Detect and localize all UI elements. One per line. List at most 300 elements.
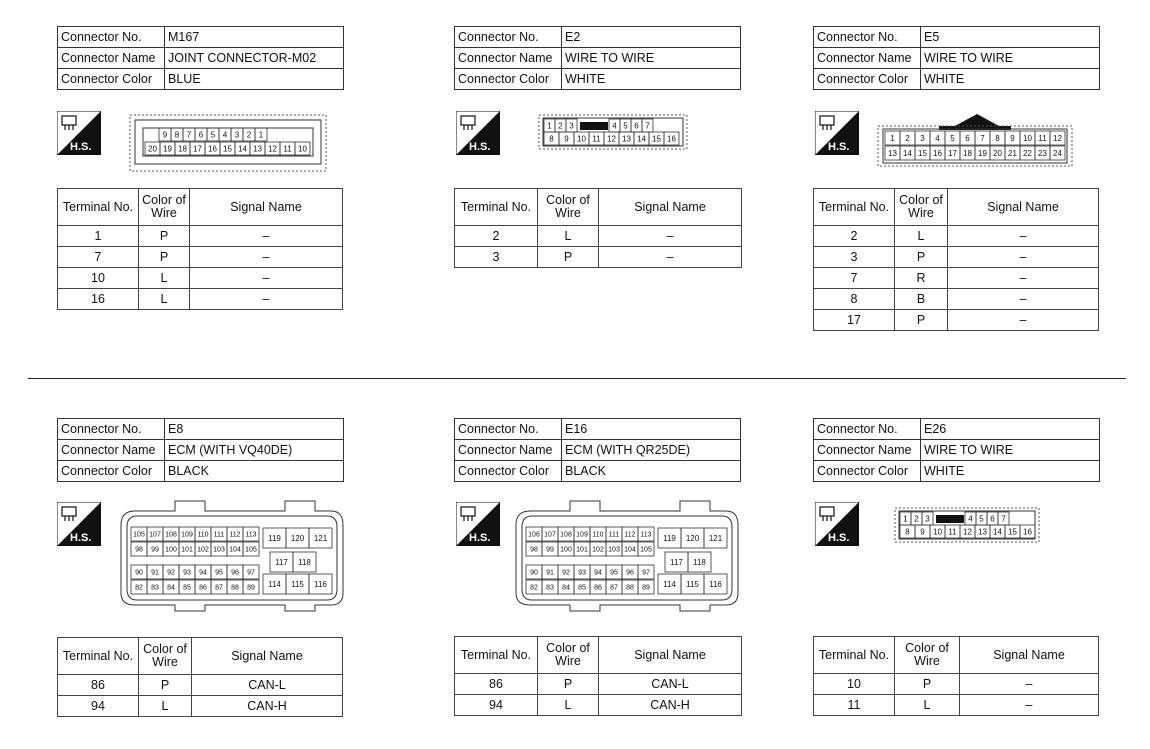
pin-label: 15 xyxy=(1008,527,1017,537)
pin-label: 121 xyxy=(708,533,723,543)
signal-name-cell: – xyxy=(948,226,1099,247)
pin-label: 92 xyxy=(167,569,175,577)
connector-no-label: Connector No. xyxy=(814,419,921,440)
pin-label: 23 xyxy=(1038,148,1047,158)
pin-label: 113 xyxy=(640,531,652,539)
pin-label: 83 xyxy=(151,584,159,592)
pin-label: 84 xyxy=(562,584,570,592)
pin-label: 104 xyxy=(229,546,241,554)
pin-label: 107 xyxy=(149,531,161,539)
connector-diagram-e5 xyxy=(877,110,1073,168)
table-row xyxy=(814,226,1099,247)
pin-label: 6 xyxy=(965,133,970,143)
connector-color-value: BLACK xyxy=(562,461,741,482)
pin-label: 91 xyxy=(151,569,159,577)
pin-label: 12 xyxy=(963,527,972,537)
terminal-table-m167 xyxy=(57,188,343,310)
table-row xyxy=(814,310,1099,331)
pin-label: 3 xyxy=(234,130,240,140)
pin-label: 13 xyxy=(253,144,262,154)
pin-label: 85 xyxy=(578,584,586,592)
pin-label: 9 xyxy=(162,130,168,140)
pin-label: 119 xyxy=(268,533,281,543)
connector-no-value: E26 xyxy=(921,419,1100,440)
pin-label: 10 xyxy=(298,144,307,154)
pin-label: 24 xyxy=(1053,148,1062,158)
pin-label: 99 xyxy=(546,546,554,554)
pin-label: 13 xyxy=(622,134,631,144)
terminal-table-e5 xyxy=(813,188,1099,331)
connector-name-label: Connector Name xyxy=(58,440,165,461)
wire-color-cell: L xyxy=(538,226,599,247)
terminal-no-cell: 94 xyxy=(58,696,139,717)
pin-label: 92 xyxy=(562,569,570,577)
connector-no-value: E5 xyxy=(921,27,1100,48)
signal-name-cell: – xyxy=(960,674,1099,695)
pin-label: 118 xyxy=(298,557,311,567)
signal-name-cell: – xyxy=(948,247,1099,268)
pin-label: 110 xyxy=(197,531,209,539)
pin-label: 94 xyxy=(594,569,602,577)
pin-label: 100 xyxy=(560,546,572,554)
section-divider xyxy=(28,378,1126,379)
pin-label: 2 xyxy=(905,133,910,143)
pin-label: 10 xyxy=(577,134,586,144)
table-row xyxy=(58,696,343,717)
pin-label: 18 xyxy=(963,148,972,158)
pin-label: 94 xyxy=(199,569,207,577)
pin-label: 119 xyxy=(663,533,676,543)
pin-label: 14 xyxy=(637,134,646,144)
pin-label: 95 xyxy=(215,569,223,577)
connector-name-label: Connector Name xyxy=(814,440,921,461)
pin-label: 15 xyxy=(918,148,927,158)
pin-label: 4 xyxy=(935,133,940,143)
pin-label: 5 xyxy=(210,130,216,140)
terminal-no-cell: 2 xyxy=(455,226,538,247)
terminal-table-e26 xyxy=(813,636,1099,716)
table-row xyxy=(58,289,343,310)
connector-name-label: Connector Name xyxy=(58,48,165,69)
pin-label: 98 xyxy=(135,546,143,554)
connector-no-value: M167 xyxy=(165,27,344,48)
connector-color-value: WHITE xyxy=(921,461,1100,482)
wire-color-cell: L xyxy=(895,226,948,247)
pin-label: 96 xyxy=(231,569,239,577)
connector-color-label: Connector Color xyxy=(58,461,165,482)
pin-label: 108 xyxy=(560,531,572,539)
hs-label: H.S. xyxy=(70,532,92,544)
pin-label: 98 xyxy=(530,546,538,554)
connector-info-e26 xyxy=(813,418,1100,482)
terminal-no-cell: 10 xyxy=(814,674,895,695)
hs-icon xyxy=(456,111,500,155)
pin-label: 2 xyxy=(914,514,919,524)
connector-name-label: Connector Name xyxy=(455,440,562,461)
pin-label: 101 xyxy=(576,546,588,554)
pin-label: 86 xyxy=(199,584,207,592)
pin-label: 8 xyxy=(174,130,180,140)
connector-no-label: Connector No. xyxy=(455,419,562,440)
hs-icon xyxy=(57,502,101,546)
pin-label: 89 xyxy=(642,584,650,592)
terminal-no-cell: 8 xyxy=(814,289,895,310)
pin-label: 16 xyxy=(1023,527,1032,537)
table-row xyxy=(455,674,742,695)
signal-name-header: Signal Name xyxy=(192,638,343,675)
pin-label: 1 xyxy=(547,121,552,131)
pin-label: 8 xyxy=(549,134,554,144)
pin-label: 14 xyxy=(903,148,912,158)
pin-label: 114 xyxy=(268,579,281,589)
wire-color-header: Color of Wire xyxy=(139,189,190,226)
pin-label: 105 xyxy=(245,546,257,554)
terminal-table-e8 xyxy=(57,637,343,717)
pin-label: 82 xyxy=(530,584,538,592)
pin-label: 101 xyxy=(181,546,193,554)
pin-label: 19 xyxy=(978,148,987,158)
table-row xyxy=(58,268,343,289)
pin-label: 9 xyxy=(920,527,925,537)
pin-label: 118 xyxy=(693,557,706,567)
signal-name-cell: – xyxy=(190,289,343,310)
connector-info-e2 xyxy=(454,26,741,90)
pin-label: 93 xyxy=(183,569,191,577)
signal-name-cell: – xyxy=(948,310,1099,331)
pin-label: 105 xyxy=(133,531,145,539)
pin-label: 83 xyxy=(546,584,554,592)
signal-name-header: Signal Name xyxy=(190,189,343,226)
pin-label: 107 xyxy=(544,531,556,539)
connector-no-value: E2 xyxy=(562,27,741,48)
pin-label: 103 xyxy=(213,546,225,554)
lock-tab xyxy=(936,515,964,523)
wire-color-cell: R xyxy=(895,268,948,289)
pin-label: 108 xyxy=(165,531,177,539)
pin-label: 111 xyxy=(608,531,620,539)
connector-color-value: BLUE xyxy=(165,69,344,90)
pin-label: 16 xyxy=(208,144,217,154)
connector-name-value: WIRE TO WIRE xyxy=(921,48,1100,69)
pin-label: 90 xyxy=(135,569,143,577)
pin-label: 9 xyxy=(564,134,569,144)
wire-color-header: Color of Wire xyxy=(538,637,599,674)
pin-label: 13 xyxy=(888,148,897,158)
pin-label: 97 xyxy=(642,569,650,577)
connector-name-value: WIRE TO WIRE xyxy=(562,48,741,69)
connector-color-label: Connector Color xyxy=(455,69,562,90)
wire-color-cell: B xyxy=(895,289,948,310)
wire-color-cell: L xyxy=(139,289,190,310)
terminal-no-cell: 3 xyxy=(814,247,895,268)
table-row xyxy=(814,247,1099,268)
pin-label: 90 xyxy=(530,569,538,577)
hs-label: H.S. xyxy=(828,532,850,544)
connector-info-m167 xyxy=(57,26,344,90)
wire-color-header: Color of Wire xyxy=(895,189,948,226)
pin-label: 19 xyxy=(163,144,172,154)
pin-label: 12 xyxy=(607,134,616,144)
terminal-no-header: Terminal No. xyxy=(58,189,139,226)
pin-label: 4 xyxy=(222,130,228,140)
pin-label: 8 xyxy=(995,133,1000,143)
pin-label: 91 xyxy=(546,569,554,577)
pin-label: 117 xyxy=(275,557,288,567)
pin-label: 17 xyxy=(948,148,957,158)
pin-label: 1 xyxy=(258,130,264,140)
wire-color-cell: P xyxy=(139,247,190,268)
pin-label: 7 xyxy=(980,133,985,143)
pin-label: 5 xyxy=(623,121,628,131)
pin-label: 6 xyxy=(634,121,639,131)
terminal-table-e2 xyxy=(454,188,742,268)
table-row xyxy=(58,226,343,247)
connector-name-value: WIRE TO WIRE xyxy=(921,440,1100,461)
connector-info-e16 xyxy=(454,418,741,482)
wire-color-header: Color of Wire xyxy=(895,637,960,674)
connector-color-label: Connector Color xyxy=(455,461,562,482)
pin-label: 16 xyxy=(933,148,942,158)
pin-label: 97 xyxy=(247,569,255,577)
pin-label: 93 xyxy=(578,569,586,577)
signal-name-cell: CAN-H xyxy=(192,696,343,717)
pin-label: 21 xyxy=(1008,148,1017,158)
pin-label: 3 xyxy=(920,133,925,143)
connector-name-label: Connector Name xyxy=(814,48,921,69)
signal-name-cell: – xyxy=(948,268,1099,289)
connector-color-label: Connector Color xyxy=(814,461,921,482)
pin-label: 100 xyxy=(165,546,177,554)
terminal-no-header: Terminal No. xyxy=(814,637,895,674)
wire-color-cell: P xyxy=(895,674,960,695)
pin-label: 114 xyxy=(663,579,676,589)
terminal-no-cell: 1 xyxy=(58,226,139,247)
wire-color-cell: L xyxy=(139,696,192,717)
hs-icon xyxy=(815,502,859,546)
wire-color-cell: P xyxy=(895,247,948,268)
pin-label: 9 xyxy=(1010,133,1015,143)
pin-label: 15 xyxy=(223,144,232,154)
table-row xyxy=(58,675,343,696)
pin-label: 1 xyxy=(890,133,895,143)
pin-label: 16 xyxy=(667,134,676,144)
pin-label: 14 xyxy=(238,144,247,154)
pin-label: 112 xyxy=(229,531,241,539)
pin-label: 106 xyxy=(528,531,540,539)
pin-label: 5 xyxy=(979,514,984,524)
table-row xyxy=(455,695,742,716)
pin-label: 2 xyxy=(558,121,563,131)
terminal-no-header: Terminal No. xyxy=(58,638,139,675)
terminal-no-cell: 11 xyxy=(814,695,895,716)
pin-label: 7 xyxy=(186,130,192,140)
terminal-no-header: Terminal No. xyxy=(814,189,895,226)
hs-label: H.S. xyxy=(828,141,850,153)
terminal-no-cell: 94 xyxy=(455,695,538,716)
pin-label: 10 xyxy=(933,527,942,537)
signal-name-cell: – xyxy=(599,226,742,247)
pin-label: 7 xyxy=(645,121,650,131)
pin-label: 17 xyxy=(193,144,202,154)
pin-label: 115 xyxy=(291,579,304,589)
pin-label: 86 xyxy=(594,584,602,592)
wire-color-cell: P xyxy=(895,310,948,331)
wire-color-cell: L xyxy=(139,268,190,289)
connector-no-value: E8 xyxy=(165,419,344,440)
pin-label: 10 xyxy=(1023,133,1032,143)
wire-color-header: Color of Wire xyxy=(538,189,599,226)
wire-color-cell: P xyxy=(139,675,192,696)
table-row xyxy=(58,247,343,268)
pin-label: 96 xyxy=(626,569,634,577)
pin-label: 111 xyxy=(213,531,225,539)
hs-label: H.S. xyxy=(469,141,491,153)
pin-label: 109 xyxy=(181,531,193,539)
pin-label: 2 xyxy=(246,130,252,140)
pin-label: 89 xyxy=(247,584,255,592)
pin-label: 6 xyxy=(198,130,204,140)
pin-label: 110 xyxy=(592,531,604,539)
pin-label: 88 xyxy=(626,584,634,592)
pin-label: 99 xyxy=(151,546,159,554)
hs-icon xyxy=(456,502,500,546)
connector-no-label: Connector No. xyxy=(58,419,165,440)
terminal-no-cell: 2 xyxy=(814,226,895,247)
connector-color-value: WHITE xyxy=(562,69,741,90)
pin-label: 11 xyxy=(283,144,292,154)
pin-label: 11 xyxy=(592,134,601,144)
pin-label: 115 xyxy=(686,579,699,589)
table-row xyxy=(455,226,742,247)
connector-no-label: Connector No. xyxy=(455,27,562,48)
pin-label: 85 xyxy=(183,584,191,592)
pin-label: 15 xyxy=(652,134,661,144)
terminal-no-cell: 7 xyxy=(814,268,895,289)
signal-name-cell: – xyxy=(190,247,343,268)
pin-label: 12 xyxy=(1053,133,1062,143)
hs-icon xyxy=(57,111,101,155)
pin-label: 82 xyxy=(135,584,143,592)
pin-label: 105 xyxy=(640,546,652,554)
pin-label: 112 xyxy=(624,531,636,539)
pin-label: 14 xyxy=(993,527,1002,537)
signal-name-cell: – xyxy=(190,226,343,247)
terminal-no-cell: 86 xyxy=(455,674,538,695)
terminal-no-cell: 17 xyxy=(814,310,895,331)
pin-label: 109 xyxy=(576,531,588,539)
pin-label: 121 xyxy=(313,533,328,543)
connector-info-e8 xyxy=(57,418,344,482)
pin-label: 11 xyxy=(948,527,957,537)
pin-label: 117 xyxy=(670,557,683,567)
terminal-no-cell: 3 xyxy=(455,247,538,268)
terminal-no-cell: 7 xyxy=(58,247,139,268)
pin-label: 3 xyxy=(925,514,930,524)
pin-label: 7 xyxy=(1001,514,1006,524)
pin-label: 87 xyxy=(610,584,618,592)
signal-name-header: Signal Name xyxy=(948,189,1099,226)
connector-no-value: E16 xyxy=(562,419,741,440)
pin-label: 4 xyxy=(968,514,973,524)
pin-label: 113 xyxy=(245,531,257,539)
terminal-no-cell: 86 xyxy=(58,675,139,696)
pin-label: 5 xyxy=(950,133,955,143)
pin-label: 102 xyxy=(197,546,209,554)
connector-diagram-e16 xyxy=(510,497,742,614)
connector-diagram-e8 xyxy=(115,497,347,614)
pin-label: 1 xyxy=(903,514,908,524)
wire-color-cell: P xyxy=(139,226,190,247)
pin-label: 116 xyxy=(314,579,327,589)
pin-label: 88 xyxy=(231,584,239,592)
wire-color-cell: L xyxy=(895,695,960,716)
pin-label: 4 xyxy=(612,121,617,131)
lock-tab xyxy=(580,122,608,130)
signal-name-cell: – xyxy=(948,289,1099,310)
pin-label: 18 xyxy=(178,144,187,154)
signal-name-cell: – xyxy=(960,695,1099,716)
table-row xyxy=(455,247,742,268)
terminal-no-cell: 10 xyxy=(58,268,139,289)
terminal-table-e16 xyxy=(454,636,742,716)
signal-name-cell: CAN-L xyxy=(192,675,343,696)
pin-label: 102 xyxy=(592,546,604,554)
wire-color-cell: P xyxy=(538,674,599,695)
pin-label: 20 xyxy=(148,144,157,154)
wire-color-cell: L xyxy=(538,695,599,716)
pin-label: 103 xyxy=(608,546,620,554)
hs-label: H.S. xyxy=(70,141,92,153)
connector-name-value: ECM (WITH QR25DE) xyxy=(562,440,741,461)
terminal-no-header: Terminal No. xyxy=(455,189,538,226)
pin-label: 20 xyxy=(993,148,1002,158)
connector-name-label: Connector Name xyxy=(455,48,562,69)
pin-label: 84 xyxy=(167,584,175,592)
pin-label: 11 xyxy=(1038,133,1047,143)
pin-label: 87 xyxy=(215,584,223,592)
hs-label: H.S. xyxy=(469,532,491,544)
connector-no-label: Connector No. xyxy=(58,27,165,48)
pin-label: 8 xyxy=(905,527,910,537)
pin-label: 116 xyxy=(709,579,722,589)
wire-color-cell: P xyxy=(538,247,599,268)
signal-name-header: Signal Name xyxy=(599,189,742,226)
pin-label: 120 xyxy=(685,533,700,543)
connector-no-label: Connector No. xyxy=(814,27,921,48)
pin-label: 6 xyxy=(990,514,995,524)
pin-label: 104 xyxy=(624,546,636,554)
signal-name-header: Signal Name xyxy=(960,637,1099,674)
pin-label: 95 xyxy=(610,569,618,577)
connector-color-label: Connector Color xyxy=(814,69,921,90)
connector-info-e5 xyxy=(813,26,1100,90)
pin-label: 3 xyxy=(569,121,574,131)
connector-name-value: JOINT CONNECTOR-M02 xyxy=(165,48,344,69)
table-row xyxy=(814,674,1099,695)
signal-name-cell: CAN-H xyxy=(599,695,742,716)
pin-label: 13 xyxy=(978,527,987,537)
pin-label: 22 xyxy=(1023,148,1032,158)
hs-icon xyxy=(815,111,859,155)
table-row xyxy=(814,268,1099,289)
connector-name-value: ECM (WITH VQ40DE) xyxy=(165,440,344,461)
pin-label: 120 xyxy=(290,533,305,543)
signal-name-header: Signal Name xyxy=(599,637,742,674)
signal-name-cell: – xyxy=(190,268,343,289)
connector-color-label: Connector Color xyxy=(58,69,165,90)
wire-color-header: Color of Wire xyxy=(139,638,192,675)
table-row xyxy=(814,695,1099,716)
